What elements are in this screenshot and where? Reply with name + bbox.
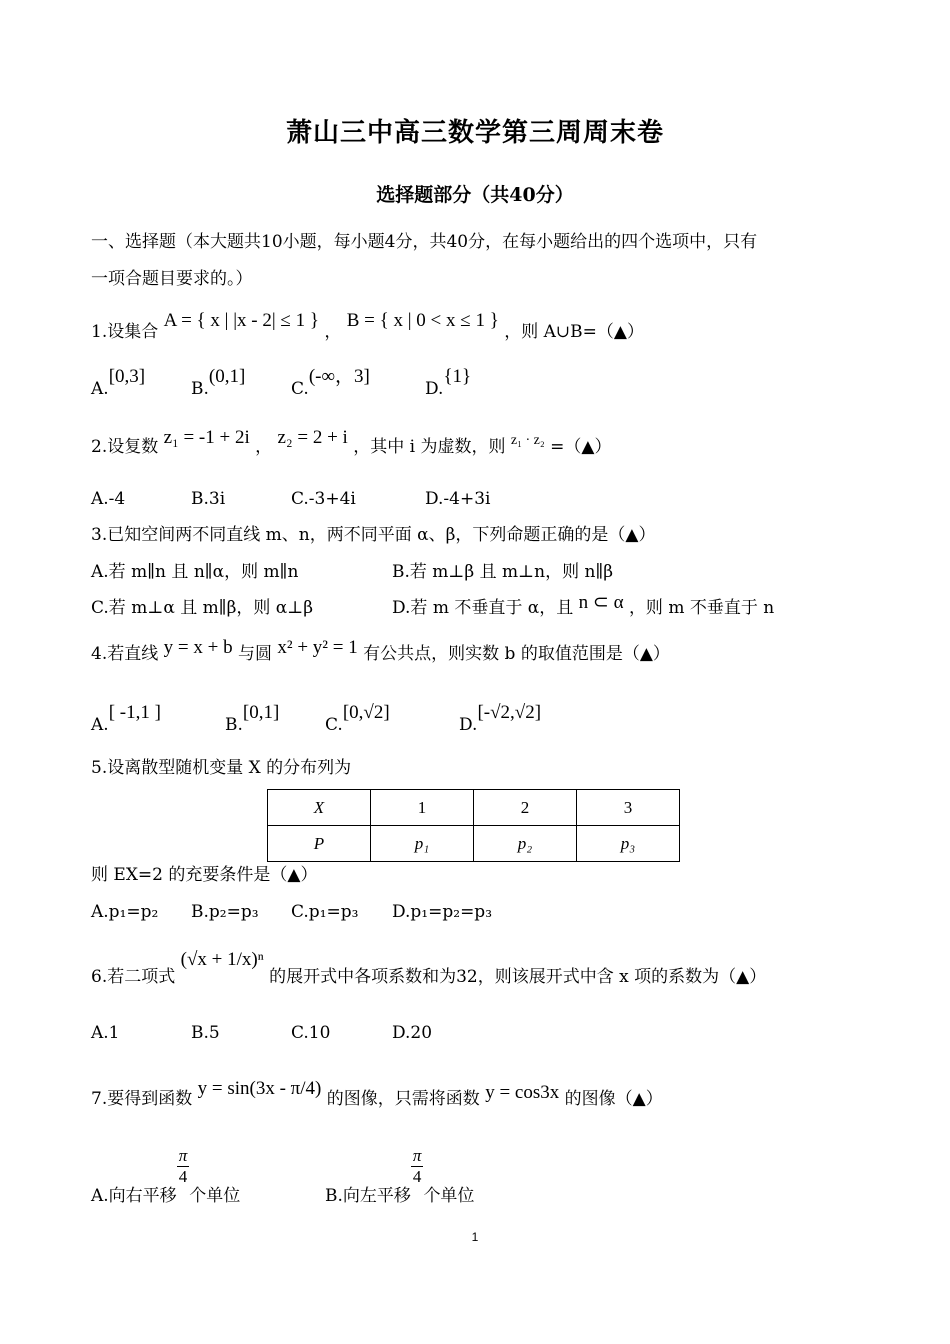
- question-3-stem: 3.已知空间两不同直线 m、n，两不同平面 α、β，下列命题正确的是（▲）: [91, 525, 656, 545]
- page-number: 1: [471, 1230, 479, 1244]
- page-title: 萧山三中高三数学第三周周末卷: [285, 118, 664, 148]
- q7-mid: 的图像，只需将函数: [326, 1089, 480, 1109]
- q4-option-a: [91, 702, 161, 736]
- distribution-table: [267, 789, 680, 862]
- q2-suffix: =（▲）: [550, 437, 612, 457]
- q6-option-a: A.1: [91, 1023, 120, 1043]
- q4-suffix: 有公共点，则实数 b 的取值范围是（▲）: [363, 644, 670, 664]
- q3-option-d-math: n ⊂ α: [578, 592, 624, 613]
- fraction-denominator: 4: [412, 1167, 422, 1186]
- table-row: [268, 790, 680, 826]
- q2-product: z₁ · z₂: [510, 433, 545, 448]
- q3-option-d-prefix: D.若 m 不垂直于 α，且: [392, 598, 574, 618]
- q6-prefix: 6.若二项式: [91, 967, 176, 987]
- q6-option-b: B.5: [191, 1023, 220, 1043]
- intro-line-1: 一、选择题（本大题共10小题，每小题4分，共40分，在每小题给出的四个选项中，只有: [91, 232, 758, 252]
- q7-func1: y = sin(3x - π/4): [197, 1078, 322, 1099]
- q1-option-d: [425, 366, 472, 400]
- table-cell: 1: [371, 790, 474, 826]
- q4-option-b: [225, 702, 280, 736]
- question-5-stem-2: 则 EX=2 的充要条件是（▲）: [91, 865, 318, 885]
- fraction-numerator: π: [412, 1146, 422, 1165]
- q1-option-b-value: (0,1]: [208, 366, 246, 387]
- q1-suffix: ，则 A∪B=（▲）: [504, 322, 644, 342]
- q5-option-a: A.p₁=p₂: [91, 902, 159, 922]
- q1-option-c: [291, 366, 370, 400]
- q2-option-d: D.-4+3i: [425, 489, 491, 509]
- q2-z2: z₂ = 2 + i: [277, 427, 348, 448]
- q4-option-c: [325, 702, 390, 736]
- q5-option-c: C.p₁=p₃: [291, 902, 359, 922]
- question-6-stem: [91, 949, 767, 988]
- q1-option-a-label: A.: [91, 379, 109, 399]
- q1-set-b: B = { x | 0 < x ≤ 1 }: [346, 310, 499, 331]
- q7-option-b-suffix: 个单位: [423, 1186, 475, 1206]
- q6-option-d: D.20: [392, 1023, 433, 1043]
- q1-prefix: 1.设集合: [91, 322, 159, 342]
- q3-option-a: A.若 m∥n 且 n∥α，则 m∥n: [91, 562, 299, 582]
- table-cell: p₂: [474, 826, 577, 862]
- table-cell: X: [268, 790, 371, 826]
- q4-option-d-value: [-√2,√2]: [477, 702, 542, 723]
- q3-option-d: [392, 592, 775, 619]
- question-1-stem: [91, 310, 644, 343]
- q2-option-b: B.3i: [191, 489, 226, 509]
- q2-option-c: C.-3+4i: [291, 489, 356, 509]
- fraction-denominator: 4: [178, 1167, 188, 1186]
- q1-option-d-label: D.: [425, 379, 444, 399]
- question-2-stem: [91, 427, 612, 460]
- table-cell: p₁: [371, 826, 474, 862]
- q1-option-b-label: B.: [191, 379, 209, 399]
- q7-option-a: [91, 1146, 241, 1206]
- q3-option-b: B.若 m⊥β 且 m⊥n，则 n∥β: [392, 562, 614, 582]
- q1-option-c-label: C.: [291, 379, 309, 399]
- q1-option-d-value: {1}: [443, 366, 472, 387]
- table-cell: 3: [577, 790, 680, 826]
- q7-option-b: [325, 1146, 475, 1206]
- q4-option-b-label: B.: [225, 715, 243, 735]
- q1-option-c-value: (-∞，3]: [308, 366, 370, 387]
- table-cell: P: [268, 826, 371, 862]
- q5-option-b: B.p₂=p₃: [191, 902, 259, 922]
- q2-prefix: 2.设复数: [91, 437, 159, 457]
- q6-option-c: C.10: [291, 1023, 331, 1043]
- question-4-stem: [91, 637, 670, 665]
- q6-suffix: 的展开式中各项系数和为32，则该展开式中含 x 项的系数为（▲）: [269, 967, 767, 987]
- intro-line-2: 一项合题目要求的。）: [91, 269, 253, 289]
- q4-prefix: 4.若直线: [91, 644, 159, 664]
- q4-option-a-value: [ -1,1 ]: [108, 702, 161, 723]
- question-5-stem: 5.设离散型随机变量 X 的分布列为: [91, 758, 352, 778]
- q7-option-a-prefix: A.向右平移: [91, 1186, 177, 1206]
- q7-suffix: 的图像（▲）: [564, 1089, 663, 1109]
- q2-z1: z₁ = -1 + 2i: [163, 427, 250, 448]
- q7-option-a-suffix: 个单位: [189, 1186, 241, 1206]
- q4-option-a-label: A.: [91, 715, 109, 735]
- q4-option-d: [459, 702, 542, 736]
- q7-func2: y = cos3x: [485, 1082, 560, 1103]
- q1-option-a: [91, 366, 146, 400]
- q5-option-d: D.p₁=p₂=p₃: [392, 902, 493, 922]
- section-heading: 选择题部分（共40分）: [376, 184, 574, 206]
- q1-option-a-value: [0,3]: [108, 366, 146, 387]
- q4-option-d-label: D.: [459, 715, 478, 735]
- q2-mid: ，其中 i 为虚数，则: [353, 437, 506, 457]
- q4-option-b-value: [0,1]: [242, 702, 280, 723]
- q1-comma: ，: [324, 322, 342, 342]
- q7-option-b-fraction: [411, 1146, 424, 1187]
- question-7-stem: [91, 1078, 663, 1110]
- q7-prefix: 7.要得到函数: [91, 1089, 193, 1109]
- q4-mid: 与圆: [237, 644, 272, 664]
- q2-option-a: A.-4: [91, 489, 126, 509]
- q4-option-c-value: [0,√2]: [342, 702, 390, 723]
- table-cell: p₃: [577, 826, 680, 862]
- q3-option-d-suffix: ，则 m 不垂直于 n: [628, 598, 775, 618]
- q1-option-b: [191, 366, 246, 400]
- table-row: [268, 826, 680, 862]
- fraction-numerator: π: [178, 1146, 188, 1165]
- q4-circle-eq: x² + y² = 1: [277, 637, 358, 658]
- q6-binomial: (√x + 1/x)ⁿ: [180, 949, 264, 970]
- q4-line-eq: y = x + b: [163, 637, 233, 658]
- q2-comma: ，: [255, 437, 273, 457]
- q7-option-a-fraction: [177, 1146, 190, 1187]
- q1-set-a: A = { x | |x - 2| ≤ 1 }: [163, 310, 319, 331]
- q3-option-c: C.若 m⊥α 且 m∥β，则 α⊥β: [91, 598, 314, 618]
- q7-option-b-prefix: B.向左平移: [325, 1186, 411, 1206]
- table-cell: 2: [474, 790, 577, 826]
- q4-option-c-label: C.: [325, 715, 343, 735]
